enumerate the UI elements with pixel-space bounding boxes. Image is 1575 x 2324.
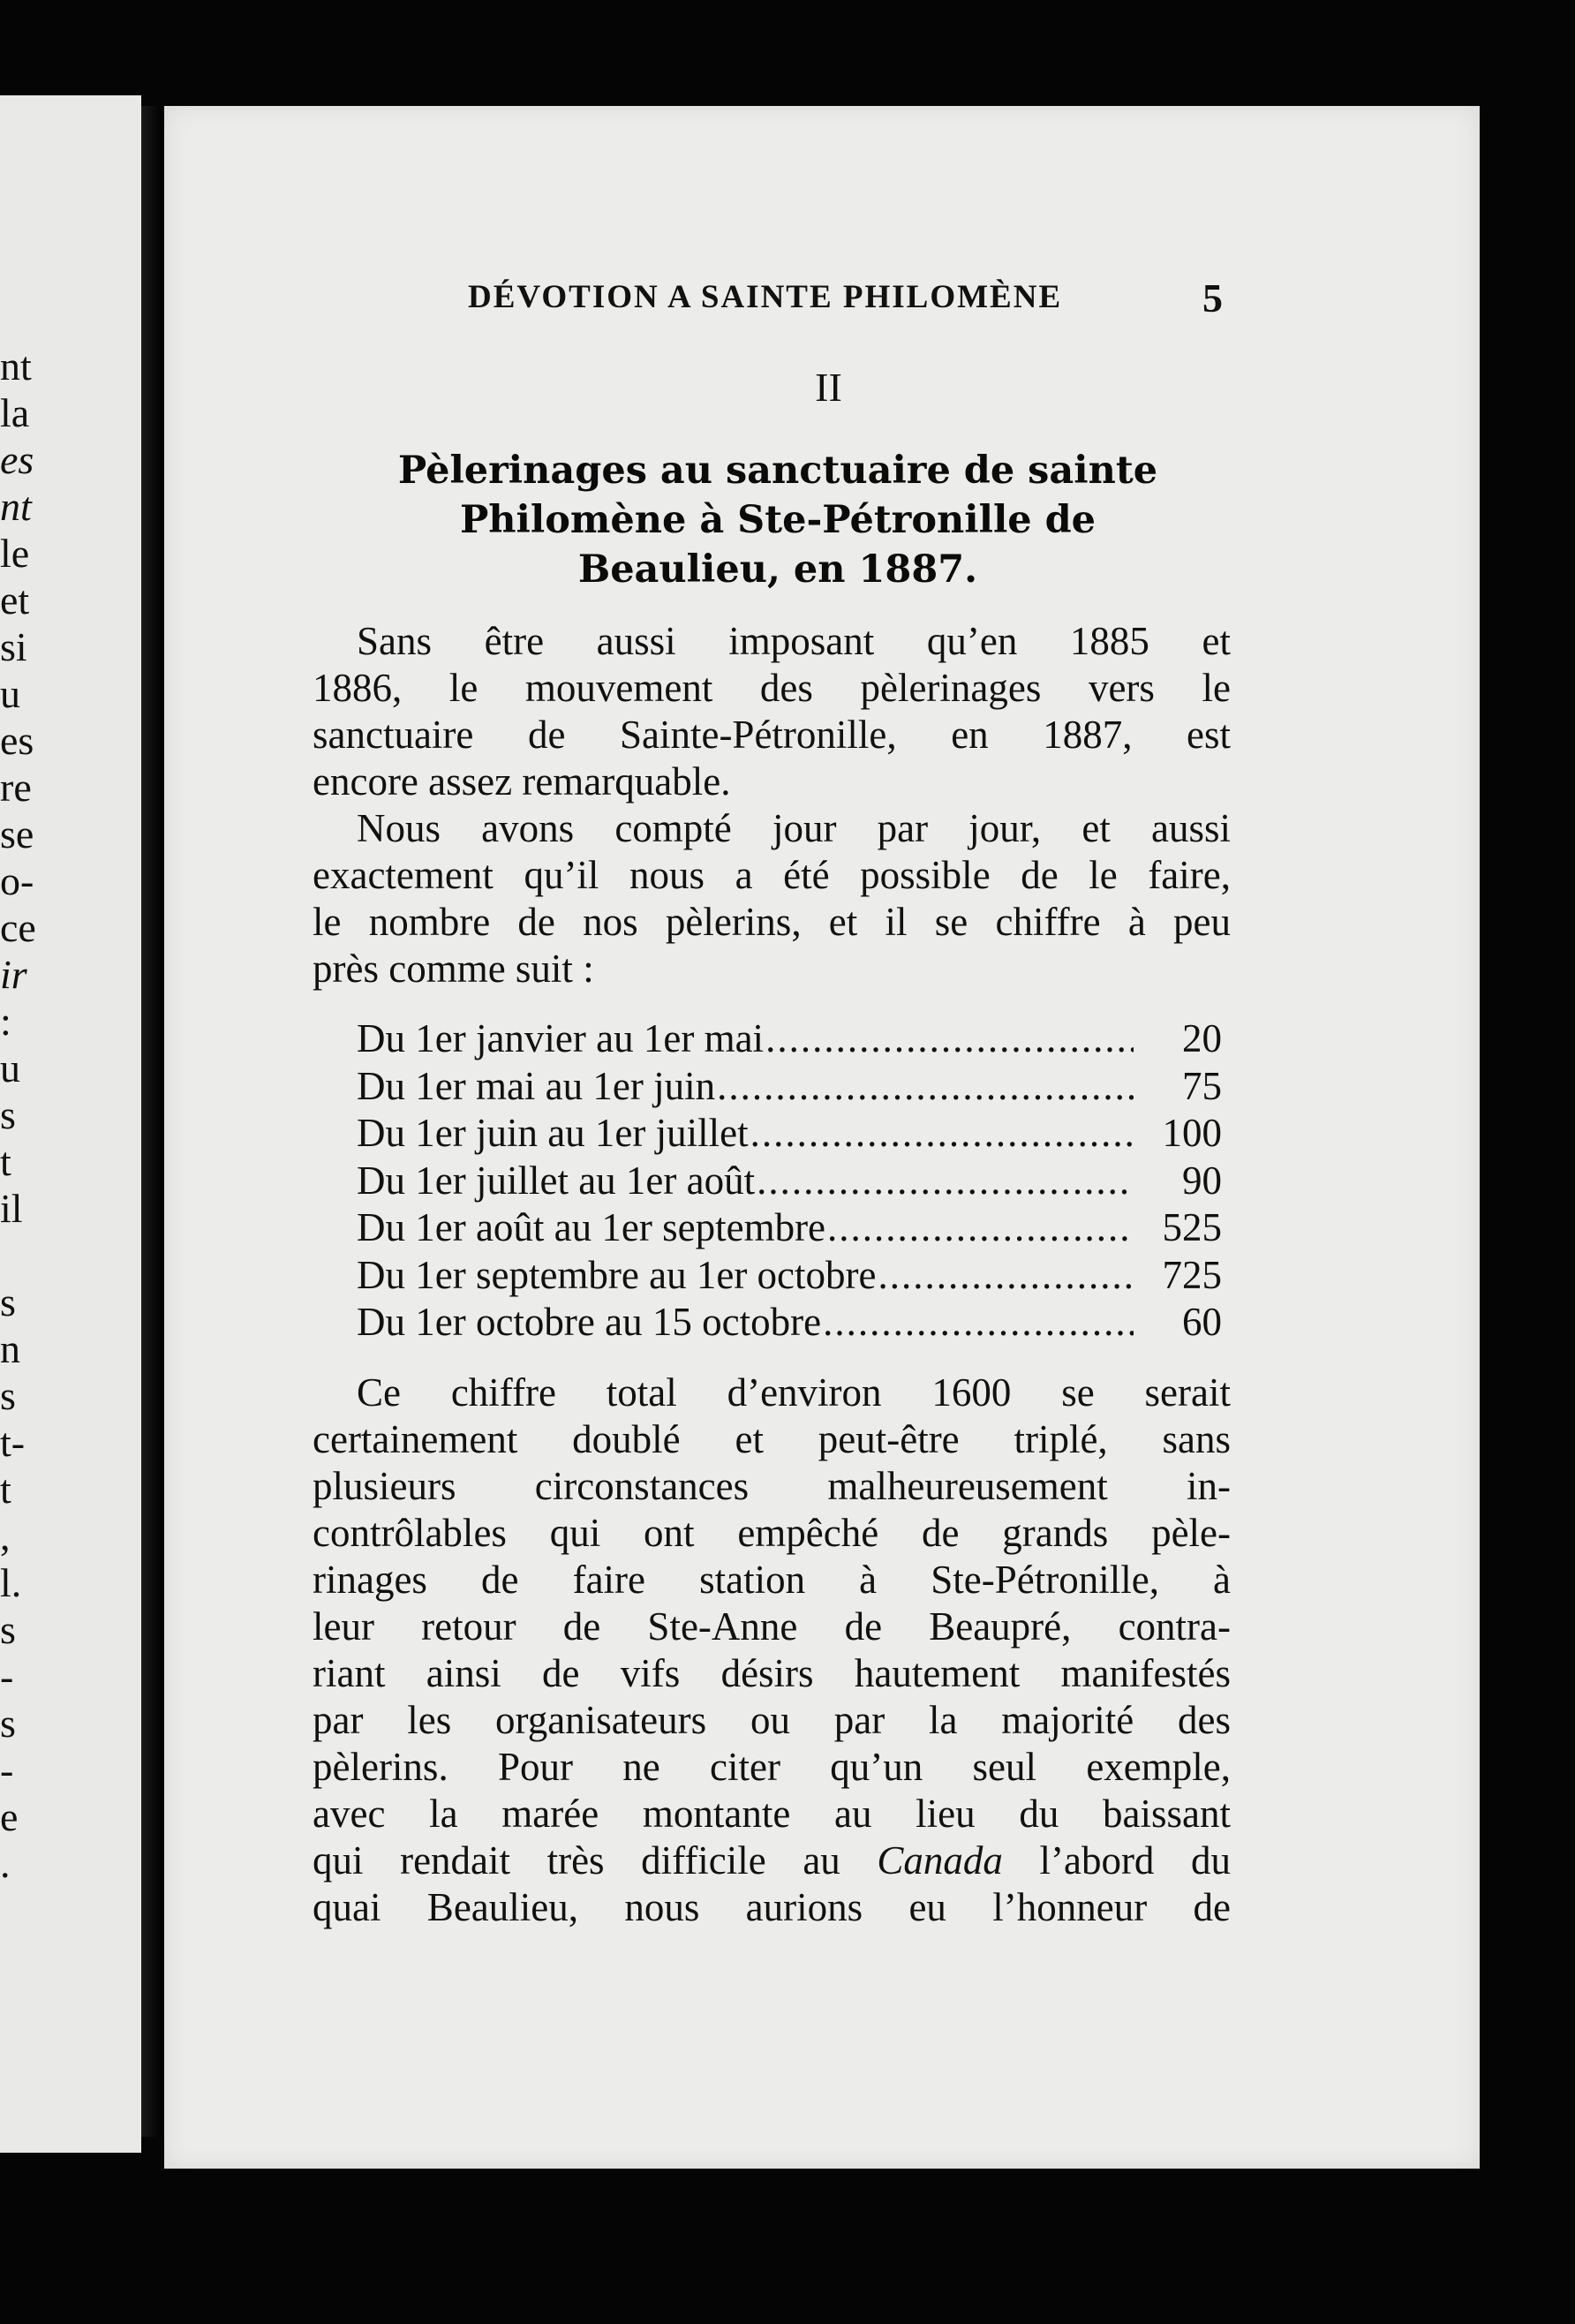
facing-page-fragment: t- (0, 1420, 26, 1465)
facing-page-fragment: s (0, 1092, 16, 1137)
dot-leader (749, 1110, 1134, 1158)
text-line: Nous avons compté jour par jour, et aussi (357, 806, 1231, 850)
facing-page-fragment: le (0, 531, 30, 576)
running-head: DÉVOTION A SAINTE PHILOMÈNE (468, 279, 1063, 315)
facing-page-fragment: u (0, 1045, 20, 1090)
period-label: Du 1er mai au 1er juin (357, 1063, 716, 1108)
facing-page-fragment: o- (0, 858, 34, 903)
pilgrim-count: 60 (1182, 1300, 1222, 1344)
table-row (313, 1063, 1231, 1111)
facing-page-fragment: nt (0, 343, 32, 389)
text-line: riant ainsi de vifs désirs hautement manifestés (313, 1650, 1231, 1695)
facing-page-fragment: n (0, 1326, 20, 1371)
facing-page-fragment: s (0, 1279, 16, 1324)
pilgrim-count-table (313, 1015, 1231, 1347)
facing-page-fragment: la (0, 390, 30, 435)
table-row (313, 1015, 1231, 1063)
facing-page-fragment: si (0, 624, 27, 669)
facing-page-fragment: se (0, 811, 34, 856)
facing-page-fragment: l. (0, 1560, 22, 1605)
facing-page-fragment: e (0, 1794, 19, 1839)
text-line: leur retour de Ste-Anne de Beaupré, contra- (313, 1603, 1231, 1649)
book-page (164, 106, 1480, 2169)
text-line: encore assez remarquable. (313, 759, 731, 804)
text-line: Ce chiffre total d’environ 1600 se serait (357, 1370, 1231, 1415)
facing-page-fragment (0, 1232, 35, 1279)
table-row (313, 1158, 1231, 1205)
text-line: rinages de faire station à Ste-Pétronille, à (313, 1557, 1231, 1602)
pilgrim-count: 75 (1182, 1063, 1222, 1108)
period-label: Du 1er août au 1er septembre (357, 1205, 826, 1249)
text-line: sanctuaire de Sainte-Pétronille, en 1887, est (313, 713, 1231, 757)
facing-page-fragment: ir (0, 952, 27, 997)
facing-page-fragment: u (0, 671, 20, 716)
text-line: près comme suit : (313, 947, 594, 991)
dot-leader (825, 1204, 1134, 1252)
facing-page-fragment: es (0, 437, 34, 482)
period-label: Du 1er juillet au 1er août (357, 1158, 756, 1203)
dot-leader (821, 1299, 1134, 1347)
text-line: par les organisateurs ou par la majorité des (313, 1697, 1231, 1742)
dot-leader (755, 1158, 1134, 1205)
text-line: quai Beaulieu, nous aurions eu l’honneur de (313, 1884, 1231, 1929)
paragraph-3 (313, 1370, 1231, 1931)
facing-page-fragment: , (0, 1513, 11, 1558)
facing-page-fragment: - (0, 1747, 14, 1792)
dot-leader (715, 1063, 1134, 1111)
table-row (313, 1252, 1231, 1300)
table-row (313, 1204, 1231, 1252)
chapter-title (305, 446, 1250, 594)
facing-page-fragment: . (0, 1841, 11, 1886)
facing-page-text-fragments (0, 343, 35, 1887)
pilgrim-count: 90 (1182, 1158, 1222, 1203)
facing-page-fragment: nt (0, 484, 32, 529)
text-line: exactement qu’il nous a été possible de le faire, (313, 853, 1231, 897)
facing-page-fragment: - (0, 1654, 14, 1699)
table-row (313, 1299, 1231, 1347)
paragraph-1 (313, 618, 1231, 805)
text-span: l’abord du (1002, 1837, 1232, 1883)
book-gutter (141, 106, 162, 2137)
text-line: avec la marée montante au lieu du baissant (313, 1791, 1231, 1836)
page-number: 5 (1202, 275, 1223, 321)
facing-page-fragment: et (0, 577, 30, 622)
text-line: pèlerins. Pour ne citer qu’un seul exemple, (313, 1744, 1231, 1789)
section-number: II (815, 365, 842, 410)
facing-page-fragment: : (0, 999, 11, 1044)
text-line: certainement doublé et peut-être triplé, sans (313, 1416, 1231, 1461)
facing-page-fragment: es (0, 718, 34, 763)
page-header (164, 275, 1480, 322)
text-line: plusieurs circonstances malheureusement in- (313, 1463, 1231, 1508)
facing-page-fragment: t (0, 1139, 11, 1184)
pilgrim-count: 525 (1162, 1205, 1222, 1249)
dot-leader (764, 1015, 1134, 1063)
facing-page-fragment: t (0, 1467, 11, 1512)
pilgrim-count: 725 (1162, 1252, 1222, 1297)
period-label: Du 1er octobre au 15 octobre (357, 1300, 822, 1344)
text-line (313, 1837, 1231, 1884)
text-line: contrôlables qui ont empêché de grands pèle- (313, 1510, 1231, 1555)
text-line: le nombre de nos pèlerins, et il se chiffre à peu (313, 900, 1231, 944)
table-row (313, 1110, 1231, 1158)
facing-page-fragment: ce (0, 905, 36, 950)
text-line: Sans être aussi imposant qu’en 1885 et (357, 619, 1231, 663)
period-label: Du 1er juin au 1er juillet (357, 1111, 749, 1155)
dot-leader (877, 1252, 1134, 1300)
body-text (313, 618, 1231, 1931)
title-line: Pèlerinages au sanctuaire de sainte (397, 449, 1158, 493)
facing-page-fragment: s (0, 1373, 16, 1418)
facing-page-fragment: s (0, 1607, 16, 1652)
pilgrim-count: 20 (1182, 1016, 1222, 1060)
text-line: 1886, le mouvement des pèlerinages vers le (313, 666, 1231, 710)
paragraph-2 (313, 805, 1231, 992)
italic-ship-name: Canada (877, 1837, 1003, 1883)
period-label: Du 1er janvier au 1er mai (357, 1016, 765, 1060)
title-line: Beaulieu, en 1887. (577, 547, 978, 592)
facing-page-fragment: re (0, 765, 32, 810)
facing-page-fragment: s (0, 1701, 16, 1746)
pilgrim-count: 100 (1162, 1111, 1222, 1155)
facing-page-edge (0, 95, 141, 2153)
title-line: Philomène à Ste-Pétronille de (459, 498, 1096, 542)
facing-page-fragment: il (0, 1186, 23, 1231)
period-label: Du 1er septembre au 1er octobre (357, 1252, 877, 1297)
text-span: qui rendait très difficile au (313, 1837, 878, 1883)
